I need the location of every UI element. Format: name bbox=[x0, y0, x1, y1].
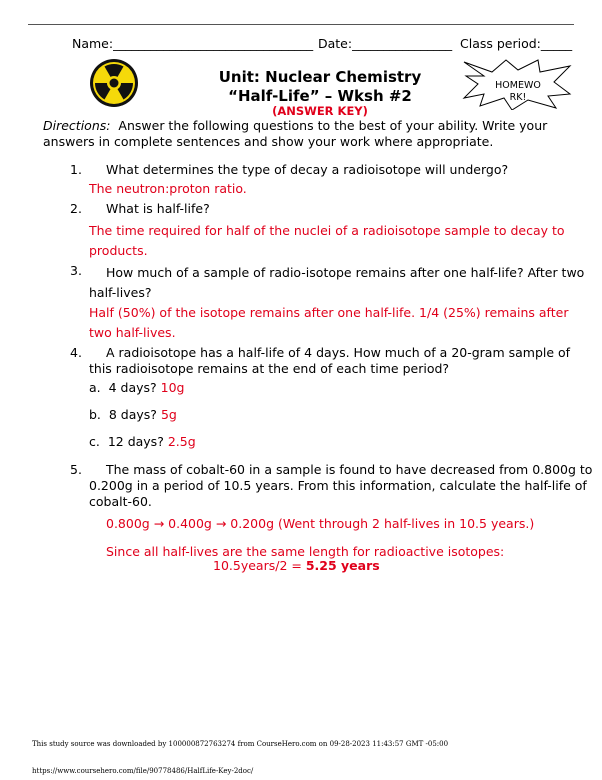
question-text: A radioisotope has a half-life of 4 days. How much of a 20-gram sample of this radioisotope remains at the end of each time period? bbox=[89, 345, 571, 376]
directions: Directions: Answer the following questions to the best of your ability. Write your answers in complete sentences and show your work where appropriate. bbox=[43, 118, 548, 149]
answer-key-label: (ANSWER KEY) bbox=[272, 104, 368, 118]
calculation-line: 10.5years/2 = 5.25 years bbox=[213, 558, 380, 573]
question-text: What determines the type of decay a radioisotope will undergo? bbox=[106, 162, 509, 177]
answer-text: Half (50%) of the isotope remains after one half-life. 1/4 (25%) remains after two half-lives. bbox=[89, 305, 569, 340]
date-field: Date:________________ bbox=[318, 36, 453, 51]
question-number: 2. bbox=[70, 201, 82, 216]
question-text: How much of a sample of radio-isotope remains after one half-life? After two half-lives? bbox=[89, 265, 585, 300]
top-rule bbox=[28, 24, 574, 25]
answer-text: The time required for half of the nuclei of a radioisotope sample to decay to products. bbox=[89, 223, 565, 258]
question-number: 5. bbox=[70, 462, 82, 477]
conclusion-line: Since all half-lives are the same length for radioactive isotopes: bbox=[106, 544, 505, 559]
question-text: The mass of cobalt-60 in a sample is found to have decreased from 0.800g to 0.200g in a period of 10.5 years. From this information, calculate the half-life of cobalt-60. bbox=[89, 462, 593, 509]
unit-title: Unit: Nuclear Chemistry bbox=[218, 68, 422, 86]
question-part: c. 12 days? 2.5g bbox=[89, 434, 196, 449]
question-part: a. 4 days? 10g bbox=[89, 380, 185, 395]
question-number: 1. bbox=[70, 162, 82, 177]
question-number: 3. bbox=[70, 263, 82, 278]
homework-label: HOMEWO RK! bbox=[495, 80, 541, 103]
question-part: b. 8 days? 5g bbox=[89, 407, 177, 422]
name-field: Name:________________________________ bbox=[72, 36, 314, 51]
work-line: 0.800g → 0.400g → 0.200g (Went through 2 half-lives in 10.5 years.) bbox=[106, 516, 535, 531]
class-period-field: Class period:_____ bbox=[460, 36, 573, 51]
answer-text: The neutron:proton ratio. bbox=[89, 181, 247, 196]
radiation-trefoil-icon bbox=[89, 58, 139, 108]
worksheet-title: “Half-Life” – Wksh #2 bbox=[228, 87, 412, 105]
question-number: 4. bbox=[70, 345, 82, 360]
question-text: What is half-life? bbox=[106, 201, 210, 216]
download-note: This study source was downloaded by 100000872763274 from CourseHero.com on 09-28-2023 11:43:57 GMT -05:00 bbox=[32, 740, 449, 748]
source-url: https://www.coursehero.com/file/90778486/HalfLife-Key-2doc/ bbox=[32, 767, 254, 775]
